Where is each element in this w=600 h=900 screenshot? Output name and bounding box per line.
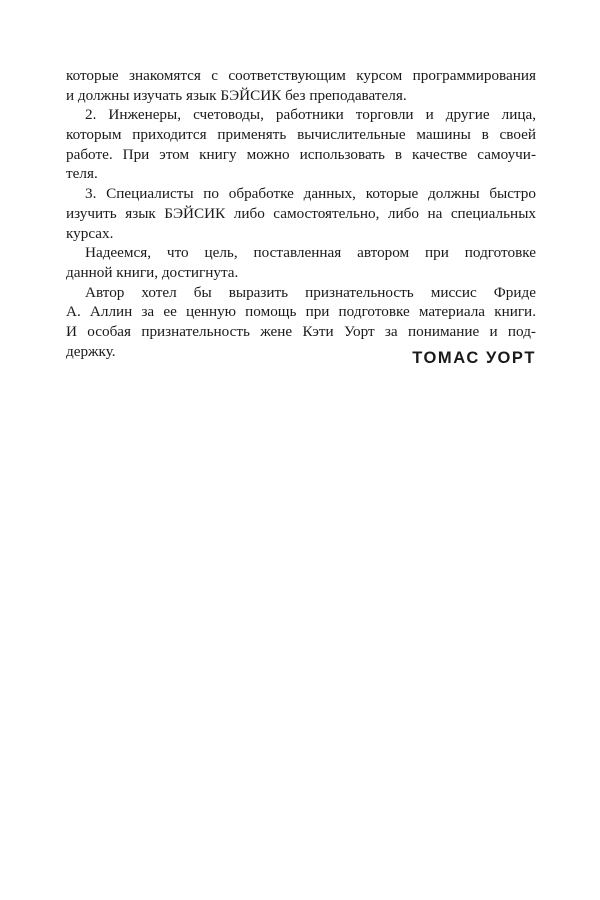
- text-line: которые знакомятся с соответствующим курсом программирования: [66, 67, 536, 84]
- text-line: держку.: [66, 342, 116, 360]
- text-line: работе. При этом книгу можно использовать в качестве самоучи-: [66, 145, 536, 163]
- text-line: И особая признательность жене Кэти Уорт за понимание и под-: [66, 322, 536, 340]
- paragraph-engineers: [66, 105, 536, 184]
- text-line: теля.: [66, 165, 98, 183]
- text-line: которым приходится применять вычислительные машины в своей: [66, 126, 536, 144]
- paragraph-continuation: [66, 66, 536, 105]
- body-text: [66, 66, 536, 361]
- text-line: 3. Специалисты по обработке данных, которые должны быстро: [85, 185, 536, 203]
- text-line: и должны изучать язык БЭЙСИК без преподавателя.: [66, 86, 407, 104]
- text-line: Автор хотел бы выразить признательность миссис Фриде: [85, 283, 536, 301]
- paragraph-hope: [66, 243, 536, 282]
- text-line: данной книги, достигнута.: [66, 263, 239, 281]
- author-signature: ТОМАС УОРТ: [412, 349, 536, 367]
- text-line: Надеемся, что цель, поставленная автором при подготовке: [85, 244, 536, 262]
- paragraph-specialists: [66, 184, 536, 243]
- text-line: изучить язык БЭЙСИК либо самостоятельно, либо на специальных: [66, 204, 536, 222]
- text-line: курсах.: [66, 224, 114, 242]
- text-line: А. Аллин за ее ценную помощь при подготовке материала книги.: [66, 303, 536, 321]
- text-line: 2. Инженеры, счетоводы, работники торговли и другие лица,: [85, 106, 536, 124]
